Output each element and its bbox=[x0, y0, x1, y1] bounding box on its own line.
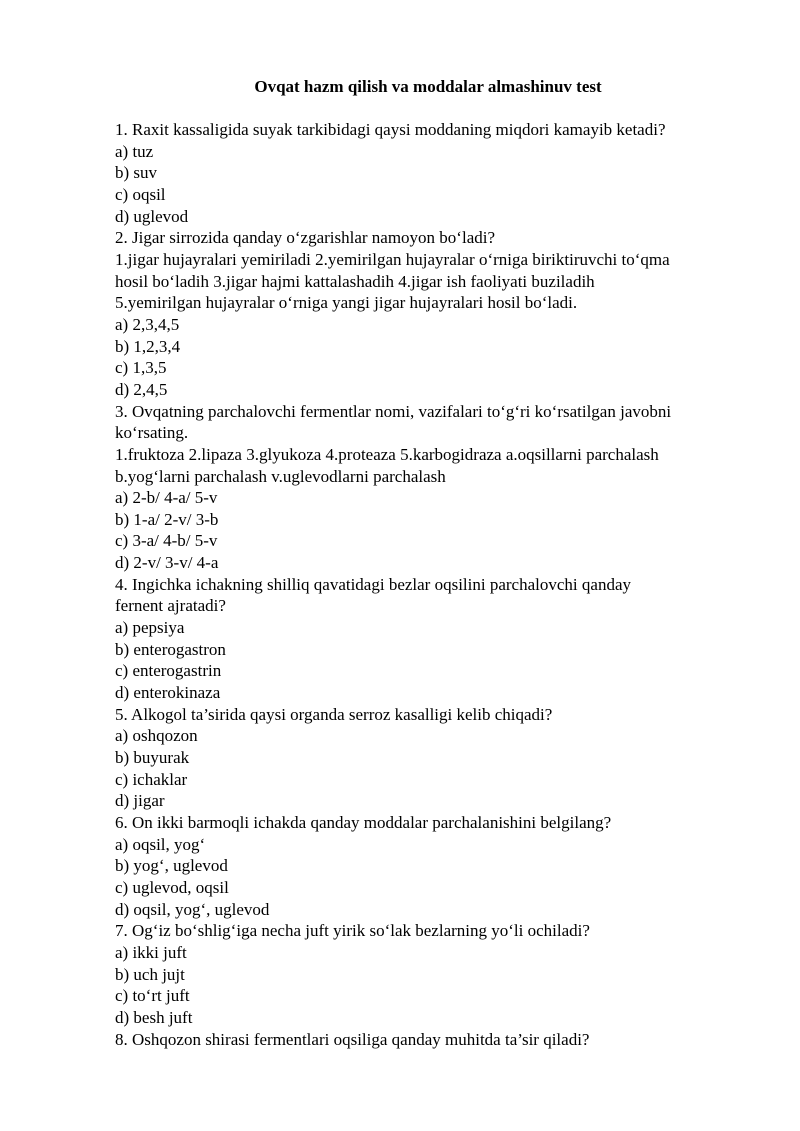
question-2-option-a: a) 2,3,4,5 bbox=[115, 314, 180, 334]
question-4: fernent ajratadi? bbox=[115, 596, 226, 616]
question-7-option-b: b) uch jujt bbox=[115, 964, 185, 984]
question-6-option-b: b) yog‘, uglevod bbox=[115, 856, 228, 876]
question-2-option-b: b) 1,2,3,4 bbox=[115, 336, 181, 356]
question-2-statements: hosil bo‘ladih 3.jigar hajmi kattalashadih 4.jigar ish faoliyati buziladih bbox=[115, 271, 595, 291]
question-3: ko‘rsating. bbox=[115, 423, 189, 443]
question-4-option-a: a) pepsiya bbox=[115, 618, 185, 638]
question-2: 2. Jigar sirrozida qanday o‘zgarishlar namoyon bo‘ladi? bbox=[115, 228, 496, 248]
question-5-option-b: b) buyurak bbox=[115, 748, 190, 768]
question-2-statements: 5.yemirilgan hujayralar o‘rniga yangi jigar hujayralari hosil bo‘ladi. bbox=[115, 293, 578, 313]
question-3-option-c: c) 3-a/ 4-b/ 5-v bbox=[115, 531, 218, 551]
question-7-option-a: a) ikki juft bbox=[115, 942, 187, 962]
question-3-option-a: a) 2-b/ 4-a/ 5-v bbox=[115, 488, 218, 508]
question-7-option-c: c) to‘rt juft bbox=[115, 986, 190, 1006]
question-4: 4. Ingichka ichakning shilliq qavatidagi bezlar oqsilini parchalovchi qanday bbox=[115, 574, 631, 594]
question-5: 5. Alkogol ta’sirida qaysi organda serroz kasalligi kelib chiqadi? bbox=[115, 704, 553, 724]
question-8: 8. Oshqozon shirasi fermentlari oqsiliga qanday muhitda ta’sir qiladi? bbox=[115, 1029, 590, 1049]
question-7: 7. Og‘iz bo‘shlig‘iga necha juft yirik so‘lak bezlarning yo‘li ochiladi? bbox=[115, 921, 590, 941]
question-1-option-b: b) suv bbox=[115, 163, 158, 183]
question-6-option-d: d) oqsil, yog‘, uglevod bbox=[115, 899, 270, 919]
question-7-option-d: d) besh juft bbox=[115, 1007, 193, 1027]
document-body bbox=[115, 119, 750, 1050]
question-1-option-d: d) uglevod bbox=[115, 206, 189, 226]
question-6-option-c: c) uglevod, oqsil bbox=[115, 877, 229, 897]
question-6: 6. On ikki barmoqli ichakda qanday moddalar parchalanishini belgilang? bbox=[115, 813, 612, 832]
question-6-option-a: a) oqsil, yog‘ bbox=[115, 834, 206, 854]
question-3: 3. Ovqatning parchalovchi fermentlar nomi, vazifalari to‘g‘ri ko‘rsatilgan javobni bbox=[115, 401, 672, 421]
question-4-option-c: c) enterogastrin bbox=[115, 661, 222, 681]
question-5-option-c: c) ichaklar bbox=[115, 769, 188, 789]
question-3-option-d: d) 2-v/ 3-v/ 4-a bbox=[115, 553, 219, 573]
question-3-items: 1.fruktoza 2.lipaza 3.glyukoza 4.proteaza 5.karbogidraza a.oqsillarni parchalash bbox=[115, 444, 659, 464]
question-2-option-d: d) 2,4,5 bbox=[115, 379, 168, 399]
document-title: Ovqat hazm qilish va moddalar almashinuv test bbox=[254, 77, 602, 96]
question-3-option-b: b) 1-a/ 2-v/ 3-b bbox=[115, 509, 219, 529]
question-4-option-d: d) enterokinaza bbox=[115, 683, 221, 703]
question-4-option-b: b) enterogastron bbox=[115, 639, 226, 659]
question-1-option-c: c) oqsil bbox=[115, 184, 166, 204]
question-1-option-a: a) tuz bbox=[115, 141, 154, 161]
question-5-option-d: d) jigar bbox=[115, 791, 165, 811]
question-2-statements: 1.jigar hujayralari yemiriladi 2.yemirilgan hujayralar o‘rniga biriktiruvchi to‘qma bbox=[115, 249, 670, 269]
question-5-option-a: a) oshqozon bbox=[115, 726, 198, 746]
question-1: 1. Raxit kassaligida suyak tarkibidagi qaysi moddaning miqdori kamayib ketadi? bbox=[115, 120, 666, 139]
question-3-items: b.yog‘larni parchalash v.uglevodlarni parchalash bbox=[115, 466, 446, 486]
question-2-option-c: c) 1,3,5 bbox=[115, 358, 167, 378]
